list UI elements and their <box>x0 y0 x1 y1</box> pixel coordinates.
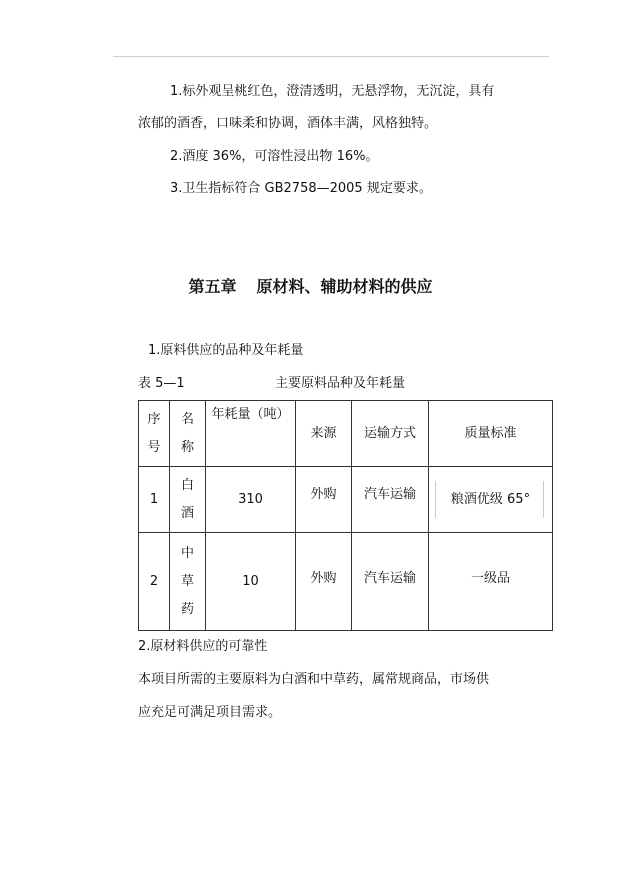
row-2-seq: 2 <box>139 533 170 631</box>
header-quality-standard: 质量标准 <box>429 401 553 467</box>
row-2-annual: 10 <box>206 533 296 631</box>
table-row <box>139 533 553 631</box>
section-1-heading: 1.原料供应的品种及年耗量 <box>148 343 304 358</box>
row-1-transport: 汽车运输 <box>352 467 429 533</box>
row-1-standard: 粮酒优级 65° <box>429 467 553 533</box>
materials-table <box>138 400 553 631</box>
row-2-name: 中 草 药 <box>170 533 206 631</box>
quality-item-1-line-1: 1.标外观呈桃红色，澄清透明，无悬浮物，无沉淀，具有 <box>170 84 495 99</box>
table-caption-number: 表 5—1 <box>138 376 185 391</box>
selection-mark-right <box>543 481 544 518</box>
section-2-heading: 2.原材料供应的可靠性 <box>138 639 268 654</box>
row-2-standard: 一级品 <box>429 533 553 631</box>
row-1-source: 外购 <box>296 467 352 533</box>
quality-item-3: 3.卫生指标符合 GB2758—2005 规定要求。 <box>170 181 432 196</box>
quality-item-1-line-2: 浓郁的酒香，口味柔和协调，酒体丰满，风格独特。 <box>138 116 438 131</box>
section-2-paragraph-line-1: 本项目所需的主要原料为白酒和中草药，属常规商品，市场供 <box>138 672 490 687</box>
row-2-source: 外购 <box>296 533 352 631</box>
row-1-seq: 1 <box>139 467 170 533</box>
header-name: 名 称 <box>170 401 206 467</box>
row-1-annual: 310 <box>206 467 296 533</box>
header-source: 来源 <box>296 401 352 467</box>
selection-mark-left <box>435 481 436 518</box>
row-2-transport: 汽车运输 <box>352 533 429 631</box>
table-caption-title: 主要原料品种及年耗量 <box>275 376 406 391</box>
chapter-number: 第五章 <box>188 277 237 296</box>
header-transport: 运输方式 <box>352 401 429 467</box>
section-2-paragraph-line-2: 应充足可满足项目需求。 <box>138 705 282 720</box>
row-1-name: 白 酒 <box>170 467 206 533</box>
table-row <box>139 467 553 533</box>
quality-item-2: 2.酒度 36%，可溶性浸出物 16%。 <box>170 149 379 164</box>
chapter-name: 原材料、辅助材料的供应 <box>256 277 433 296</box>
header-annual-consumption: 年耗量（吨） <box>206 401 296 467</box>
table-header-row <box>139 401 553 467</box>
header-rule <box>113 56 549 57</box>
chapter-title <box>0 277 621 297</box>
header-seq: 序 号 <box>139 401 170 467</box>
